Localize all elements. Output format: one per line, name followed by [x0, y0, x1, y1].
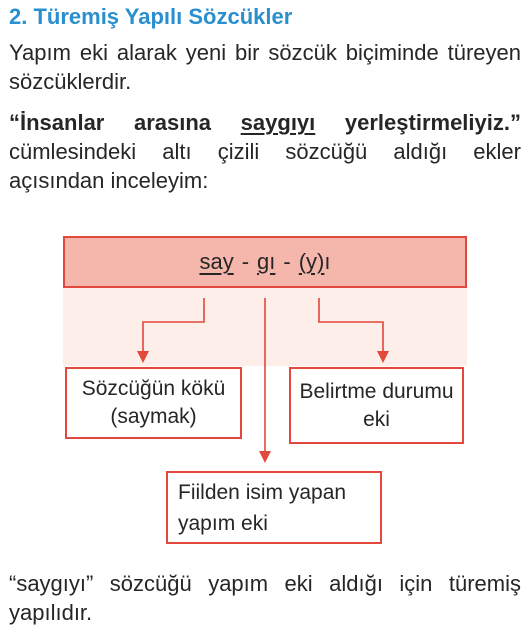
example-quote-end: yerleştirmeliyiz.” — [315, 110, 521, 135]
case-suffix-label: Belirtme durumu eki — [299, 379, 454, 431]
example-underlined-word: saygıyı — [240, 110, 316, 135]
conclusion-text: “saygıyı” sözcüğü yapım eki aldığı için türemiş yapılıdır. — [9, 571, 521, 625]
word-analysis-box — [63, 236, 467, 288]
word-suffix-case — [299, 249, 331, 275]
example-instruction: cümlesindeki altı çizili sözcüğü aldığı ekler açısından inceleyim: — [9, 139, 521, 193]
derivational-suffix-label: Fiilden isim yapan yapım eki — [178, 480, 347, 535]
example-quote-start: “İnsanlar arasına — [9, 110, 241, 135]
separator-1: - — [241, 249, 250, 274]
word-root: say — [199, 249, 234, 274]
definition-text: Yapım eki alarak yeni bir sözcük biçiminde türeyen sözcüklerdir. — [9, 40, 521, 94]
arrowhead-case — [377, 351, 389, 363]
arrowhead-root — [137, 351, 149, 363]
arrow-root — [143, 298, 204, 352]
derivational-suffix-box — [166, 471, 382, 544]
root-box-label: Sözcüğün kökü (saymak) — [81, 377, 226, 428]
word-suffix-case-letter: ı — [324, 249, 331, 274]
word-suffix-buffer: (y) — [298, 249, 325, 274]
arrow-case — [319, 298, 383, 352]
case-suffix-box — [289, 367, 464, 444]
word-suffix-derivational: gı — [257, 249, 276, 274]
root-box — [65, 367, 242, 439]
arrowhead-derivational — [259, 451, 271, 463]
section-heading: 2. Türemiş Yapılı Sözcükler — [9, 4, 293, 29]
separator-2: - — [283, 249, 291, 274]
